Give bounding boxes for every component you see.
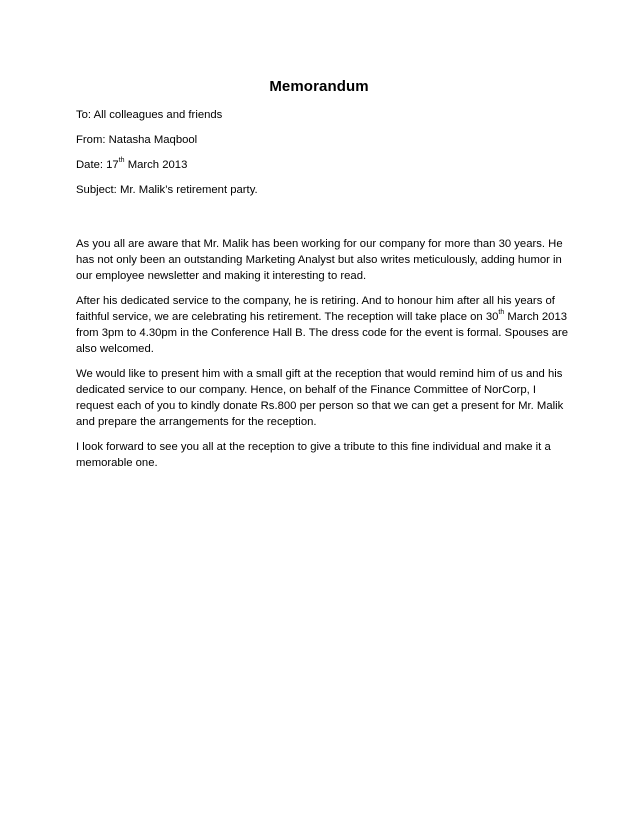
memo-paragraph-2-before: After his dedicated service to the company, he is retiring. And to honour him after all his years of faithful service, we are celebrating his retirement. The reception will take place on 30 — [76, 295, 555, 323]
memo-paragraph-2 — [76, 293, 576, 357]
memo-from-line: From: Natasha Maqbool — [76, 134, 198, 146]
memo-paragraph-4: I look forward to see you all at the reception to give a tribute to this fine individual and make it a memorable one. — [76, 441, 551, 469]
memo-paragraph-2-after: March 2013 from 3pm to 4.30pm in the Conference Hall B. The dress code for the event is formal. Spouses are also welcomed. — [76, 311, 569, 355]
memo-date-line — [76, 158, 576, 172]
memo-date-superscript: th — [118, 157, 125, 165]
memo-paragraph-3: We would like to present him with a small gift at the reception that would remind him of us and his dedicated service to our company. Hence, on behalf of the Finance Committee of NorCorp, I request each of you to kindly donate Rs.800 per person so that we can get a present for Mr. Malik and prepare the arrangements for the reception. — [76, 368, 564, 428]
memo-body — [76, 236, 576, 480]
memo-to-line: To: All colleagues and friends — [76, 109, 223, 121]
memo-subject-line: Subject: Mr. Malik’s retirement party. — [76, 184, 258, 196]
memo-date-suffix: March 2013 — [124, 159, 188, 171]
memo-paragraph-2-superscript: th — [498, 309, 505, 317]
memo-header — [76, 108, 576, 208]
memo-title: Memorandum — [269, 78, 369, 95]
memo-paragraph-1: As you all are aware that Mr. Malik has been working for our company for more than 30 years. He has not only been an outstanding Marketing Analyst but also writes meticulously, adding humor in our employee newsletter and making it interesting to read. — [76, 238, 563, 282]
memo-date-prefix: Date: 17 — [76, 159, 119, 171]
